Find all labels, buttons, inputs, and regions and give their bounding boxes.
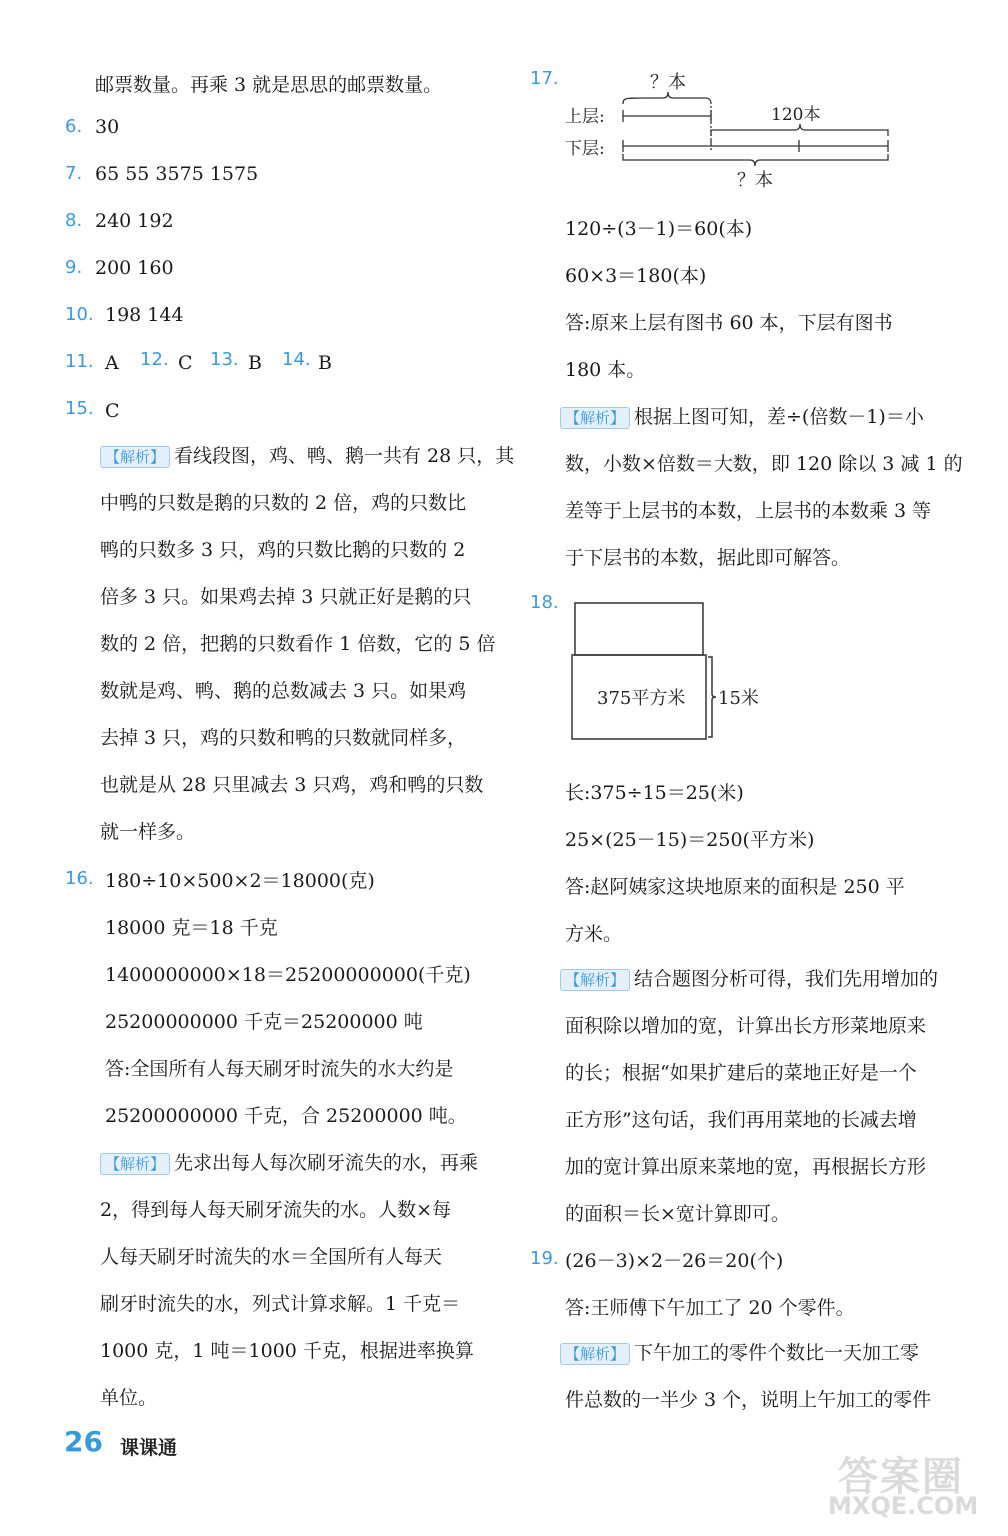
diff-brace <box>711 124 888 136</box>
q9-answer: 200 160 <box>95 257 174 279</box>
q18-analysis-line-6: 的面积＝长×宽计算即可。 <box>565 1203 790 1225</box>
q18-analysis-line-1: 【解析】 结合题图分析可得，我们先用增加的 <box>560 966 938 992</box>
q17-answer-2: 180 本。 <box>565 359 646 381</box>
q18-answer-1: 答:赵阿姨家这块地原来的面积是 250 平 <box>565 876 905 898</box>
q15-analysis-line-3: 鸭的只数多 3 只，鸡的只数比鹅的只数的 2 <box>100 539 466 561</box>
q19-answer: 答:王师傅下午加工了 20 个零件。 <box>565 1297 855 1319</box>
q17-lower-label: 下层: <box>565 139 605 159</box>
q9-number: 9. <box>65 257 83 278</box>
analysis-tag: 【解析】 <box>100 446 170 468</box>
q17-analysis-line-1: 【解析】 根据上图可知，差÷(倍数－1)＝小 <box>560 404 924 430</box>
q16-analysis-line-6: 单位。 <box>100 1387 158 1409</box>
q13-number: 13. <box>210 349 239 370</box>
q17-top-label: ？本 <box>650 72 686 93</box>
q18-step-2: 25×(25－15)＝250(平方米) <box>565 829 815 851</box>
q16-answer-1: 答:全国所有人每天刷牙时流失的水大约是 <box>105 1058 454 1080</box>
q15-analysis-line-9: 就一样多。 <box>100 821 196 843</box>
q17-analysis-line-3: 差等于上层书的本数，上层书的本数乘 3 等 <box>565 500 932 522</box>
q16-analysis-line-4: 刷牙时流失的水，列式计算求解。1 千克＝ <box>100 1293 461 1315</box>
q15-analysis-line-6: 数就是鸡、鸭、鹅的总数减去 3 只。如果鸡 <box>100 680 467 702</box>
q14-number: 14. <box>282 349 311 370</box>
q15-analysis-line-4: 倍多 3 只。如果鸡去掉 3 只就正好是鹅的只 <box>100 586 472 608</box>
q18-area-label: 375平方米 <box>597 688 686 709</box>
q19-analysis-line-1: 【解析】 下午加工的零件个数比一天加工零 <box>560 1340 919 1366</box>
q6-number: 6. <box>65 116 83 137</box>
q18-number: 18. <box>530 592 559 613</box>
q10-answer: 198 144 <box>105 304 184 326</box>
q15-analysis-line-7: 去掉 3 只，鸡的只数和鸭的只数就同样多， <box>100 727 467 749</box>
q16-step-1: 180÷10×500×2＝18000(克) <box>105 870 375 892</box>
q18-analysis-line-4: 正方形”这句话，我们再用菜地的长减去增 <box>565 1109 917 1131</box>
q17-step-2: 60×3＝180(本) <box>565 265 707 287</box>
q17-answer-1: 答:原来上层有图书 60 本，下层有图书 <box>565 312 893 334</box>
q6-answer: 30 <box>95 116 120 138</box>
q15-analysis-line-5: 数的 2 倍，把鹅的只数看作 1 倍数，它的 5 倍 <box>100 633 496 655</box>
q16-step-3: 1400000000×18＝25200000000(千克) <box>105 964 471 986</box>
q17-analysis-line-4: 于下层书的本数，据此即可解答。 <box>565 547 851 569</box>
q19-analysis-line-2: 件总数的一半少 3 个，说明上午加工的零件 <box>565 1389 932 1411</box>
q16-analysis-line-5: 1000 克，1 吨＝1000 千克，根据进率换算 <box>100 1340 474 1362</box>
q12-answer: C <box>178 352 193 374</box>
q17-step-1: 120÷(3－1)＝60(本) <box>565 218 753 240</box>
q11-number: 11. <box>65 351 94 372</box>
q17-upper-label: 上层: <box>565 107 605 127</box>
q7-answer: 65 55 3575 1575 <box>95 163 259 185</box>
q16-step-2: 18000 克＝18 千克 <box>105 917 278 939</box>
q7-number: 7. <box>65 163 83 184</box>
analysis-tag: 【解析】 <box>560 1343 630 1365</box>
q18-analysis-line-5: 加的宽计算出原来菜地的宽，再根据长方形 <box>565 1156 927 1178</box>
q17-diff-label: 120本 <box>771 105 821 125</box>
q10-number: 10. <box>65 304 94 325</box>
q15-analysis-line-8: 也就是从 28 只里减去 3 只鸡，鸡和鸭的只数 <box>100 774 484 796</box>
bottom-brace <box>623 154 888 166</box>
q11-answer: A <box>105 352 119 374</box>
q17-number: 17. <box>530 68 559 89</box>
q18-rectangle-diagram <box>570 598 790 748</box>
q19-step-1: (26－3)×2－26＝20(个) <box>565 1250 784 1272</box>
page-number: 26 <box>64 1425 103 1458</box>
original-plot <box>575 603 703 655</box>
brand-name: 课课通 <box>120 1437 178 1459</box>
q18-analysis-line-2: 面积除以增加的宽，计算出长方形菜地原来 <box>565 1015 927 1037</box>
q18-step-1: 长:375÷15＝25(米) <box>565 782 744 804</box>
width-brace <box>708 657 716 737</box>
q16-number: 16. <box>65 868 94 889</box>
q8-answer: 240 192 <box>95 210 174 232</box>
q19-number: 19. <box>530 1248 559 1269</box>
q16-analysis-line-2: 2，得到每人每天刷牙流失的水。人数×每 <box>100 1199 452 1221</box>
analysis-tag: 【解析】 <box>560 969 630 991</box>
q18-analysis-line-3: 的长；根据“如果扩建后的菜地正好是一个 <box>565 1062 917 1084</box>
continued-text: 邮票数量。再乘 3 就是思思的邮票数量。 <box>95 74 443 96</box>
q18-width-label: 15米 <box>718 688 759 709</box>
q15-answer: C <box>105 400 120 422</box>
q8-number: 8. <box>65 210 83 231</box>
top-brace <box>623 92 711 104</box>
q18-answer-2: 方米。 <box>565 923 623 945</box>
q13-answer: B <box>248 352 262 374</box>
q16-step-4: 25200000000 千克＝25200000 吨 <box>105 1011 423 1033</box>
watermark-logo: 答案圈 <box>838 1454 964 1500</box>
q15-analysis-line-1: 【解析】 看线段图，鸡、鸭、鹅一共有 28 只，其 <box>100 443 514 469</box>
q16-analysis-line-3: 人每天刷牙时流失的水＝全国所有人每天 <box>100 1246 443 1268</box>
q17-line-diagram <box>555 62 935 194</box>
q15-number: 15. <box>65 398 94 419</box>
q12-number: 12. <box>140 349 169 370</box>
analysis-tag: 【解析】 <box>560 407 630 429</box>
q17-analysis-line-2: 数，小数×倍数＝大数，即 120 除以 3 减 1 的 <box>565 453 963 475</box>
q16-answer-2: 25200000000 千克，合 25200000 吨。 <box>105 1105 467 1127</box>
q16-analysis-line-1: 【解析】 先求出每人每次刷牙流失的水，再乘 <box>100 1150 478 1176</box>
q14-answer: B <box>318 352 332 374</box>
analysis-tag: 【解析】 <box>100 1153 170 1175</box>
watermark-site: MXQE.COM <box>828 1492 979 1520</box>
q15-analysis-line-2: 中鸭的只数是鹅的只数的 2 倍，鸡的只数比 <box>100 492 467 514</box>
q17-bottom-label: ？本 <box>737 170 773 191</box>
